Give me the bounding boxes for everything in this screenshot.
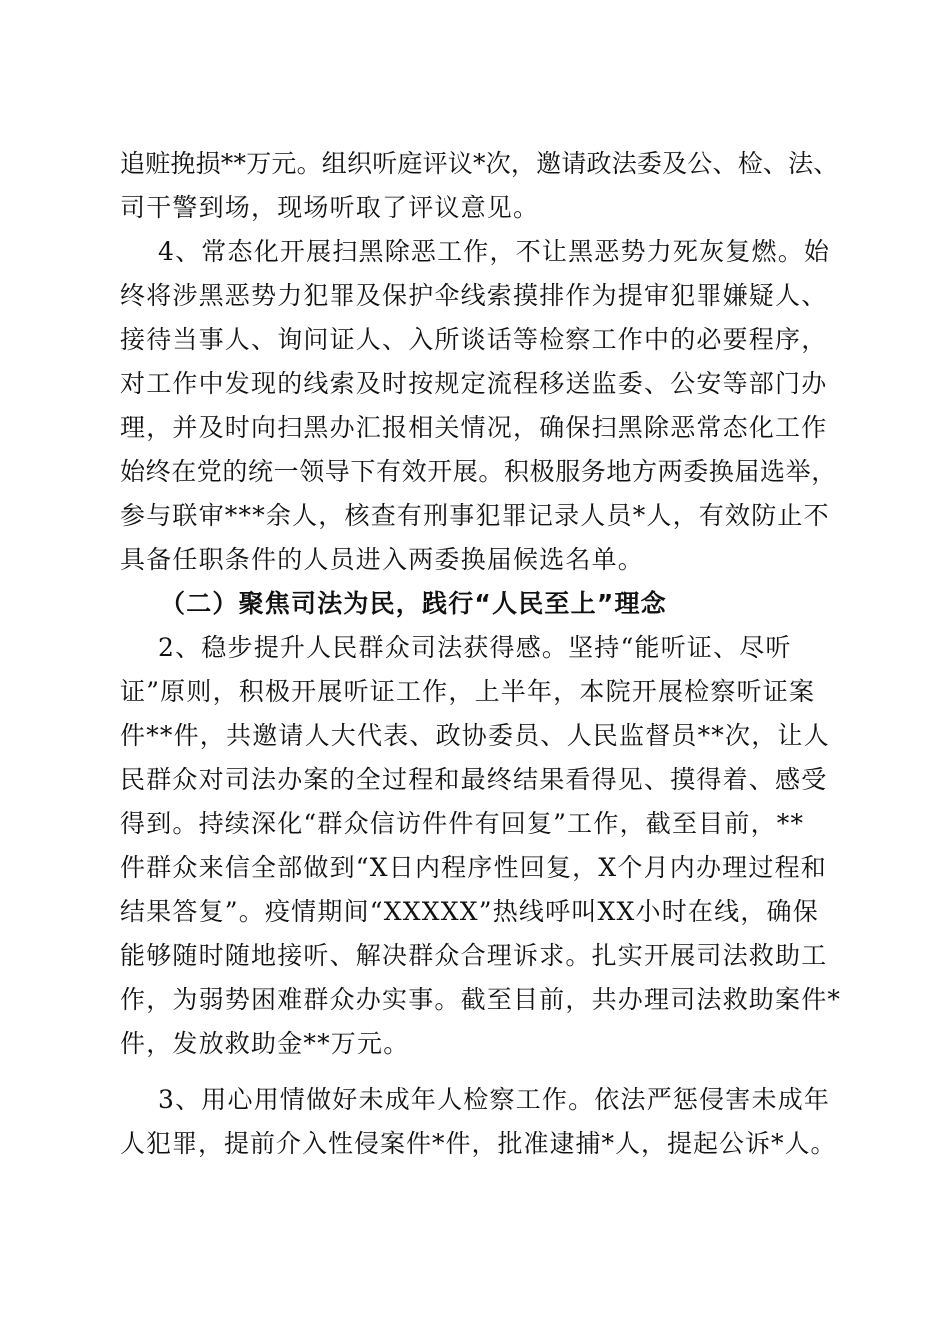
text-line: 接待当事人、询问证人、入所谈话等检察工作中的必要程序， bbox=[120, 325, 828, 354]
text-line: 能够随时随地接听、解决群众合理诉求。扎实开展司法救助工 bbox=[120, 941, 828, 970]
text-line: 司干警到场，现场听取了评议意见。 bbox=[120, 193, 540, 222]
paragraph-4-start: 4、常态化开展扫黑除恶工作，不让黑恶势力死灰复燃。始 bbox=[158, 237, 831, 266]
paragraph-3-start: 3、用心用情做好未成年人检察工作。依法严惩侵害未成年 bbox=[158, 1085, 831, 1114]
text-line: 件，发放救助金**万元。 bbox=[120, 1029, 410, 1058]
text-line: 件群众来信全部做到“X日内程序性回复，X个月内办理过程和 bbox=[120, 853, 827, 882]
text-line: 得到。持续深化“群众信访件件有回复”工作，截至目前，** bbox=[120, 809, 805, 838]
text-line: 参与联审***余人，核查有刑事犯罪记录人员*人，有效防止不 bbox=[120, 501, 830, 530]
text-line: 始终在党的统一领导下有效开展。积极服务地方两委换届选举， bbox=[120, 457, 837, 486]
text-line: 证”原则，积极开展听证工作，上半年，本院开展检察听证案 bbox=[120, 677, 816, 706]
section-heading: （二）聚焦司法为民，践行“人民至上”理念 bbox=[160, 589, 667, 618]
text-line: 追赃挽损**万元。组织听庭评议*次，邀请政法委及公、检、法、 bbox=[120, 149, 839, 178]
text-line: 终将涉黑恶势力犯罪及保护伞线索摸排作为提审犯罪嫌疑人、 bbox=[120, 281, 828, 310]
text-line: 作，为弱势困难群众办实事。截至目前，共办理司法救助案件* bbox=[120, 985, 842, 1014]
paragraph-2-start: 2、稳步提升人民群众司法获得感。坚持“能听证、尽听 bbox=[158, 633, 792, 662]
text-line: 人犯罪，提前介入性侵案件*件，批准逮捕*人，提起公诉*人。 bbox=[120, 1129, 837, 1158]
text-line: 理，并及时向扫黑办汇报相关情况，确保扫黑除恶常态化工作 bbox=[120, 413, 828, 442]
text-line: 具备任职条件的人员进入两委换届候选名单。 bbox=[120, 545, 645, 574]
text-line: 件**件，共邀请人大代表、政协委员、人民监督员**次，让人 bbox=[120, 721, 830, 750]
text-line: 对工作中发现的线索及时按规定流程移送监委、公安等部门办 bbox=[120, 369, 828, 398]
text-line: 民群众对司法办案的全过程和最终结果看得见、摸得着、感受 bbox=[120, 765, 828, 794]
text-line: 结果答复”。疫情期间“XXXXX”热线呼叫XX小时在线，确保 bbox=[120, 897, 819, 926]
